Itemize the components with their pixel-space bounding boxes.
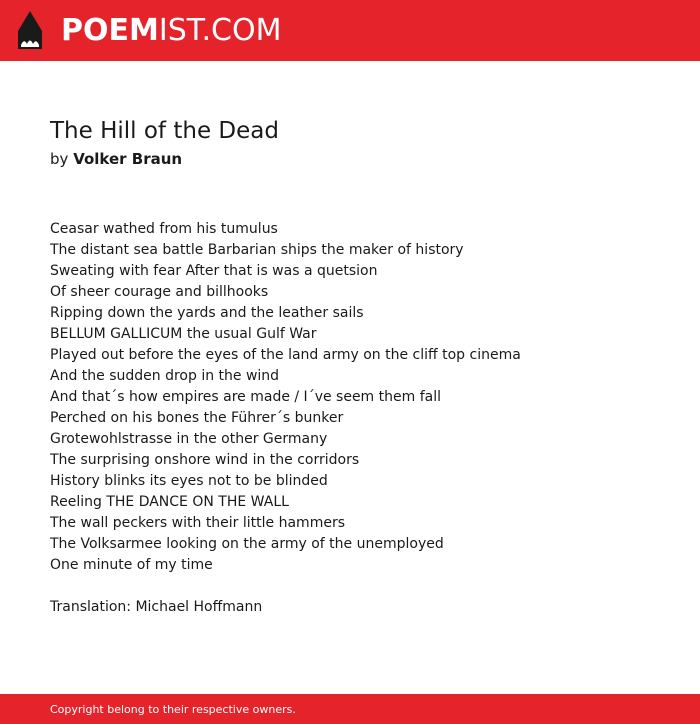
poem-title: The Hill of the Dead xyxy=(50,118,279,144)
poem-line: Sweating with fear After that is was a quetsion xyxy=(50,263,378,279)
poem-line: The Volksarmee looking on the army of the unemployed xyxy=(50,536,444,552)
by-label: by xyxy=(50,150,69,168)
poem-line: Grotewohlstrasse in the other Germany xyxy=(50,431,328,447)
poem-line: Ceasar wathed from his tumulus xyxy=(50,221,278,237)
logo-light-text: IST.COM xyxy=(158,13,282,48)
poem-line: The wall peckers with their little hammers xyxy=(50,515,345,531)
poem-line: History blinks its eyes not to be blinded xyxy=(50,473,328,489)
poem-body xyxy=(50,219,670,576)
poem-byline xyxy=(50,148,182,170)
poem-line: BELLUM GALLICUM the usual Gulf War xyxy=(50,326,317,342)
logo-bold-text: POEM xyxy=(61,13,159,48)
poem-line: Of sheer courage and billhooks xyxy=(50,284,269,300)
poem-line: The surprising onshore wind in the corridors xyxy=(50,452,360,468)
poem-line: Reeling THE DANCE ON THE WALL xyxy=(50,494,289,510)
poem-line: Played out before the eyes of the land army on the cliff top cinema xyxy=(50,347,521,363)
poem-author: Volker Braun xyxy=(73,150,183,168)
site-footer xyxy=(0,694,700,724)
poem-line: And the sudden drop in the wind xyxy=(50,368,280,384)
poem-line: And that´s how empires are made / I´ve seem them fall xyxy=(50,389,441,405)
site-logo[interactable] xyxy=(61,13,281,49)
poem-line: Ripping down the yards and the leather sails xyxy=(50,305,364,321)
poem-line: One minute of my time xyxy=(50,557,213,573)
site-header xyxy=(0,0,700,61)
poem-line: The distant sea battle Barbarian ships the maker of history xyxy=(50,242,464,258)
pencil-logo-icon[interactable] xyxy=(18,11,42,51)
copyright-text: Copyright belong to their respective owners. xyxy=(50,703,296,716)
poem-line: Perched on his bones the Führer´s bunker xyxy=(50,410,344,426)
translation-credit: Translation: Michael Hoffmann xyxy=(50,599,263,615)
